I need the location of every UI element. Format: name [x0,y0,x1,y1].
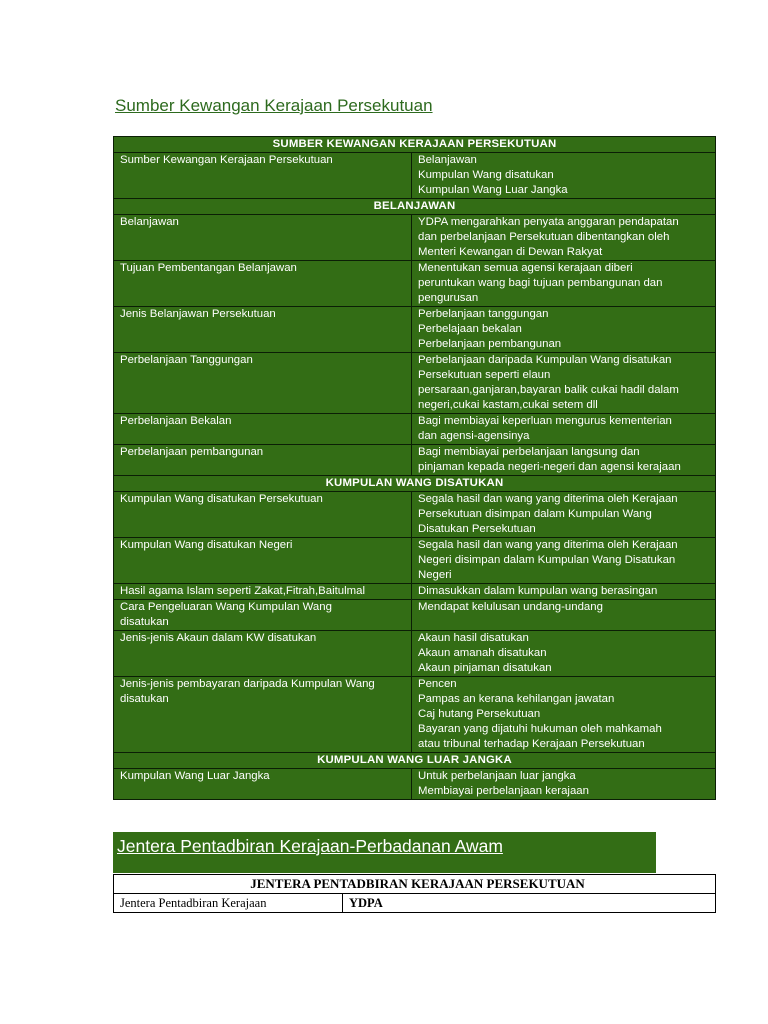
row-value-line: Akaun hasil disatukan [418,632,529,644]
row-label-cell [114,153,412,199]
row-value-line: Disatukan Persekutuan [418,523,536,535]
row-value-line: Perbelanjaan daripada Kumpulan Wang disatukan [418,354,672,366]
sumber-kewangan-table [113,136,716,800]
row-label-cell [114,631,412,677]
section-header-row [114,199,716,215]
row-value-line: atau tribunal terhadap Kerajaan Persekutuan [418,738,645,750]
row-value-cell [412,584,716,600]
row-value-line: Pencen [418,678,457,690]
row-value-cell [412,261,716,307]
table-row [114,353,716,414]
row-label-cell [114,584,412,600]
row-value-line: Bayaran yang dijatuhi hukuman oleh mahkamah [418,723,662,735]
jentera-heading-box [113,832,656,873]
jentera-table-header-row [114,875,716,894]
row-value-cell [412,307,716,353]
row-value-line: peruntukan wang bagi tujuan pembangunan dan [418,277,663,289]
row-value-line: Kumpulan Wang Luar Jangka [418,184,568,196]
row-label-line: Jenis-jenis pembayaran daripada Kumpulan Wang [120,678,375,690]
table-row [114,769,716,800]
row-value-line: pengurusan [418,292,479,304]
row-label-line: Sumber Kewangan Kerajaan Persekutuan [120,154,333,166]
row-label-line: Perbelanjaan Tanggungan [120,354,253,366]
section-header-row [114,137,716,153]
table-row [114,492,716,538]
row-value-cell [412,631,716,677]
row-value-line: Perbelanjaan tanggungan [418,308,549,320]
row-label-line: Kumpulan Wang disatukan Negeri [120,539,293,551]
row-value-line: Untuk perbelanjaan luar jangka [418,770,576,782]
row-label-cell [114,492,412,538]
jentera-row-label: Jentera Pentadbiran Kerajaan [114,894,343,913]
row-label-cell [114,414,412,445]
row-value-line: Bagi membiayai keperluan mengurus kementerian [418,415,672,427]
row-label-line: Jenis Belanjawan Persekutuan [120,308,276,320]
row-value-line: Akaun pinjaman disatukan [418,662,552,674]
row-label-line: Cara Pengeluaran Wang Kumpulan Wang [120,601,332,613]
table-row [114,600,716,631]
row-label-line: Kumpulan Wang Luar Jangka [120,770,270,782]
row-value-cell [412,414,716,445]
table-row [114,261,716,307]
row-label-line: Jenis-jenis Akaun dalam KW disatukan [120,632,317,644]
row-value-cell [412,492,716,538]
row-value-line: pinjaman kepada negeri-negeri dan agensi kerajaan [418,461,681,473]
row-value-cell [412,677,716,753]
section-heading-sumber-kewangan: Sumber Kewangan Kerajaan Persekutuan [115,96,433,115]
row-label-line: Tujuan Pembentangan Belanjawan [120,262,297,274]
row-label-line: Belanjawan [120,216,179,228]
row-label-cell [114,353,412,414]
row-value-line: Menteri Kewangan di Dewan Rakyat [418,246,603,258]
row-value-line: dan perbelanjaan Persekutuan dibentangkan oleh [418,231,670,243]
row-label-line: Perbelanjaan Bekalan [120,415,232,427]
row-label-line: disatukan [120,693,169,705]
jentera-row-value: YDPA [343,894,716,913]
table-row [114,631,716,677]
section-header: KUMPULAN WANG LUAR JANGKA [114,753,716,769]
row-value-line: Menentukan semua agensi kerajaan diberi [418,262,633,274]
row-label-line: Hasil agama Islam seperti Zakat,Fitrah,Baitulmal [120,585,365,597]
row-value-line: Membiayai perbelanjaan kerajaan [418,785,589,797]
row-value-line: persaraan,ganjaran,bayaran balik cukai hadil dalam [418,384,679,396]
section-header: KUMPULAN WANG DISATUKAN [114,476,716,492]
section-header-row [114,753,716,769]
row-value-line: Mendapat kelulusan undang-undang [418,601,603,613]
row-value-line: Belanjawan [418,154,477,166]
row-value-line: Perbelajaan bekalan [418,323,522,335]
section-heading-jentera: Jentera Pentadbiran Kerajaan-Perbadanan Awam [117,836,503,856]
row-value-cell [412,769,716,800]
row-value-line: Akaun amanah disatukan [418,647,547,659]
table-row [114,445,716,476]
row-label-cell [114,677,412,753]
table-row [114,677,716,753]
table-row [114,584,716,600]
section-header: BELANJAWAN [114,199,716,215]
jentera-table-row [114,894,716,913]
section-header: SUMBER KEWANGAN KERAJAAN PERSEKUTUAN [114,137,716,153]
row-value-cell [412,353,716,414]
table-row [114,538,716,584]
row-label-cell [114,307,412,353]
row-label-cell [114,261,412,307]
row-value-line: YDPA mengarahkan penyata anggaran pendapatan [418,216,679,228]
row-label-cell [114,445,412,476]
row-value-line: Perbelanjaan pembangunan [418,338,562,350]
row-label-cell [114,538,412,584]
row-label-cell [114,600,412,631]
row-value-line: Negeri disimpan dalam Kumpulan Wang Disatukan [418,554,676,566]
row-value-line: Persekutuan disimpan dalam Kumpulan Wang [418,508,652,520]
table-row [114,307,716,353]
row-label-line: disatukan [120,616,169,628]
row-value-line: Bagi membiayai perbelanjaan langsung dan [418,446,640,458]
row-value-cell [412,538,716,584]
row-value-cell [412,445,716,476]
table-row [114,414,716,445]
jentera-pentadbiran-table [113,874,716,913]
row-value-line: Segala hasil dan wang yang diterima oleh Kerajaan [418,539,678,551]
row-value-line: negeri,cukai kastam,cukai setem dll [418,399,598,411]
jentera-table-title: JENTERA PENTADBIRAN KERAJAAN PERSEKUTUAN [114,875,716,894]
row-value-line: Caj hutang Persekutuan [418,708,541,720]
row-label-cell [114,215,412,261]
row-label-line: Kumpulan Wang disatukan Persekutuan [120,493,323,505]
section-header-row [114,476,716,492]
row-value-cell [412,600,716,631]
row-value-line: Negeri [418,569,452,581]
row-value-line: Dimasukkan dalam kumpulan wang berasingan [418,585,658,597]
row-label-line: Perbelanjaan pembangunan [120,446,264,458]
row-value-line: Segala hasil dan wang yang diterima oleh Kerajaan [418,493,678,505]
row-value-line: Pampas an kerana kehilangan jawatan [418,693,615,705]
table-row [114,215,716,261]
row-value-line: Persekutuan seperti elaun [418,369,551,381]
row-value-line: dan agensi-agensinya [418,430,530,442]
row-value-cell [412,153,716,199]
row-value-line: Kumpulan Wang disatukan [418,169,554,181]
row-label-cell [114,769,412,800]
table-row [114,153,716,199]
row-value-cell [412,215,716,261]
